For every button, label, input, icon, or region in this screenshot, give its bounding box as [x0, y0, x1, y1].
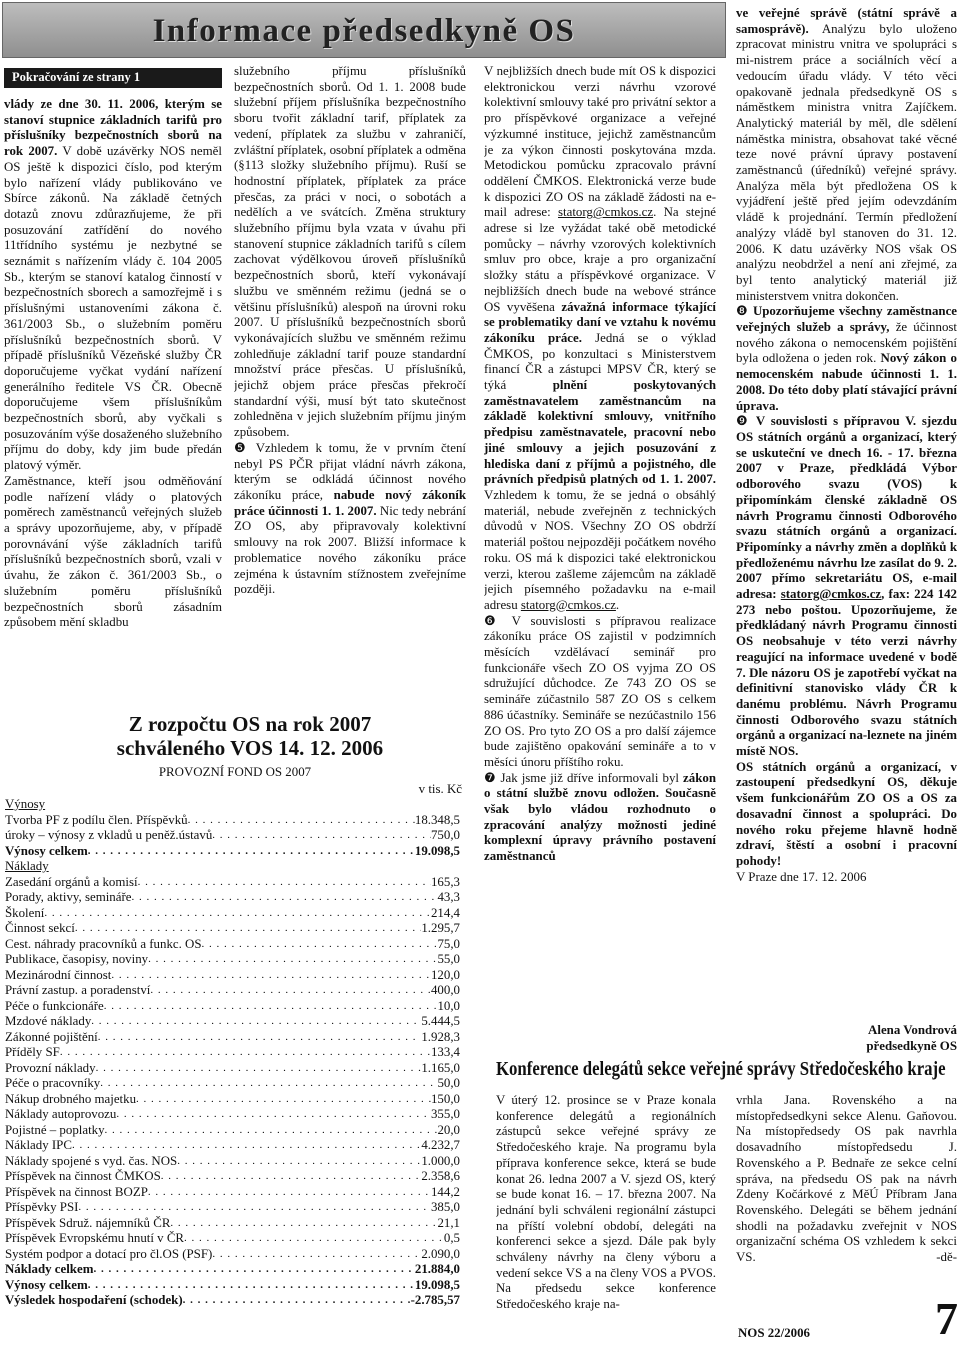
budget-row-label: Publikace, časopisy, noviny [5, 952, 149, 966]
conference-column-1: V úterý 12. prosince se v Praze konala konference delegátů a regionálních zástupců sekce veřejné správy ze Středočeského kraje. Na programu byla příprava konference sekce, která se bude konat 26. ledna 2007 a V. sjezd OS, který se bude konat 16. – 17. března 2007. Na jednání byli schváleni regionální zástupci na příští volební období, delegáti na konferenci sekce a sjezd. Dále pak byly schváleny návrhy na členy výboru a vedení sekce VS a na členy VOS a PVOS. Na předsedu sekce konference Středočeského kraje na- [496, 1093, 716, 1312]
dot-leader [212, 1247, 421, 1263]
budget-row [5, 1092, 460, 1108]
budget-row-value: 133,4 [430, 1045, 460, 1059]
budget-row [5, 1262, 460, 1278]
budget-row-label: Výnosy celkem [5, 1277, 88, 1292]
budget-row-label: Výnosy celkem [5, 843, 88, 858]
conference-text-2: vrhla Jana. Rovenského a na místopředsedkyni sekce Alenu. Gaňovou. Na místopředsedy OS pak navrhla dosavadního místopředsedu J. Rovenského a P. Bednaře ze sekce celní správa, na předsedu OS pak na návrh Zdeny Kočárkové z MěÚ Příbram Jana Rovenského. Delegáti se během jednání shodli na požadavku zveřejnit v NOS organizační schéma OS vzhledem k sekci VS. [736, 1093, 957, 1265]
dot-leader [91, 1014, 421, 1030]
budget-row-label: Příspěvek na činnost BOZP [5, 1184, 148, 1199]
budget-row [5, 999, 460, 1015]
budget-row-value: 19.098,5 [414, 1277, 460, 1292]
paragraph: ❽ Upozorňujeme všechny zaměstnance veřejných služeb a správy, že účinnost nového zákona o nemocenském pojištění byla odložena o jeden rok. Nový zákon o nemocenském nabude účinnosti 1. 1. 2008. Do této doby platí stávající právní úprava. [736, 304, 957, 413]
budget-row-value: 144,2 [430, 1184, 460, 1199]
article-column-3 [484, 64, 716, 1064]
budget-row-label: Náklady celkem [5, 1262, 94, 1276]
dot-leader [75, 921, 422, 937]
continuation-label: Pokračování ze strany 1 [4, 68, 222, 88]
budget-row-label: Provozní náklady [5, 1060, 96, 1075]
budget-row-label: Nákup drobného majetku [5, 1091, 137, 1106]
budget-row [5, 1247, 460, 1263]
dot-leader [177, 1154, 421, 1170]
budget-row-value: 2.358,6 [421, 1169, 460, 1183]
dot-leader [136, 1092, 431, 1108]
budget-row [5, 1216, 460, 1232]
budget-row-label: úroky – výnosy z vkladů u peněž.ústavů [5, 828, 213, 842]
budget-row-value: -2.785,57 [410, 1293, 460, 1307]
dot-leader [72, 1138, 421, 1154]
budget-row [5, 1200, 460, 1216]
budget-row-label: Příspěvek Sdruž. nájemníků ČR [5, 1215, 171, 1230]
budget-row-value: 50,0 [437, 1076, 460, 1090]
dot-leader [161, 1169, 422, 1185]
paragraph: Zaměstnance, kteří jsou odměňování podle nařízení vlády o platových poměrech zaměstnanců veřejných služeb a správy upozorňujeme, aby, v případě porovnávání výše základních tarifů příslušníků bezpečnostních sborů, vzali v úvahu, že zákon č. 361/2003 Sb., o služebním poměru příslušníků bezpečnostních sborů zásadním způsobem mění skladbu [4, 473, 222, 630]
page-title: Informace předsedkyně OS [152, 13, 576, 49]
budget-row-label: Výnosy [5, 797, 46, 811]
budget-row [5, 875, 460, 891]
budget-row [5, 1014, 460, 1030]
header-banner [2, 2, 726, 58]
budget-row [5, 1123, 460, 1139]
budget-row [5, 1138, 460, 1154]
budget-row-value: 43,3 [437, 890, 460, 904]
page-number: 7 [935, 1293, 958, 1344]
budget-row-value: 1.000,0 [421, 1153, 460, 1168]
budget-row-value: 2.090,0 [421, 1246, 460, 1261]
budget-row [5, 844, 460, 860]
article-column-2 [234, 64, 466, 696]
budget-subtitle: PROVOZNÍ FOND OS 2007 [158, 765, 312, 779]
budget-row [5, 1169, 460, 1185]
budget-row-value: 165,3 [430, 874, 460, 889]
budget-row-label: Tvorba PF z podílu člen. Příspěvků [5, 812, 188, 827]
budget-row [5, 1278, 460, 1294]
paragraph: ❻ V souvislosti s přípravou realizace zákoníku práce OS zajistil v podzimních měsících vzdělávací seminář pro funkcionáře všech ZO OS vyjma ZO OS sdružující důchodce. Ze 743 ZO OS se semináře zúčastnilo 587 ZO OS s celkem 886 účastníky. Semináře se nezúčastnilo 156 ZO OS. Pro tyto ZO OS a pro další zájemce bude zajištěno opakování semináře a to v měsíci únoru příštího roku. [484, 613, 716, 769]
budget-row-label: Cest. náhrady pracovníků a funkc. OS [5, 936, 202, 951]
budget-row-value: 355,0 [430, 1107, 460, 1121]
dot-leader [138, 875, 431, 891]
budget-row-label: Výsledek hospodaření (schodek) [5, 1293, 183, 1307]
conference-author: -dě- [936, 1250, 957, 1265]
budget-row-value: 214,4 [430, 905, 460, 920]
budget-unit: v tis. Kč [418, 782, 462, 796]
budget-row-label: Činnost sekcí [5, 921, 75, 935]
budget-row-label: Příspěvek na činnost ČMKOS [5, 1169, 161, 1183]
budget-row [5, 937, 460, 953]
dot-leader [188, 813, 415, 829]
paragraph: ❾ V souvislosti s přípravou V. sjezdu OS státních orgánů a organizací, který se uskuteční ve dnech 16. - 17. března 2007 v Praze, předkládá Výbor odborového svazu (VOS) k připomínkám členské základně OS návrh Programu činnosti Odborového svazu státních orgánů a organizací. Připomínky a návrhy změn a doplňků k předloženému návrhu lze zasílat do 9. 2. 2007 přímo sekretariátu OS, e-mail adresa: statorg@cmkos.cz, fax: 224 142 273 nebo poštou. Upozorňujeme, že předkládaný návrh Programu činnosti OS neobsahuje v této verzi návrhy reagující na informace uvedené v bodě 7. Dle názoru OS je zapotřebí vyčkat na definitivní stanovisko vlády ČR k danému problému. Návrh Programu činnosti Odborového svazu státních orgánů a organizací na-leznete na jiném místě NOS. [736, 414, 957, 759]
budget-row [5, 906, 460, 922]
dot-leader [78, 1200, 431, 1216]
budget-row [5, 1030, 460, 1046]
budget-title [60, 712, 440, 760]
dot-leader [116, 1107, 431, 1123]
paragraph: ve veřejné správě (státní správě a samosprávě). Analýzu bylo uloženo zpracovat ministru vnitra ve spolupráci s mi-nistrem práce a sociálních věcí a vedoucím úřadu vlády. V této věci opakovaně jednala předsedkyně OS s náměstkem ministra vnitra Zajíčkem. Analytický materiál by měl, dle sdělení náměstka ministra, obsahovat také věcné teze nové právní úpravy postavení zaměstnanců (úředníků) veřejné správy. Analýza měla být předložena OS k vyjádření ještě před jejím odevzdáním vládě k projednání. Termín předložení analýzy vládě byl stanoven do 31. 12. 2006. K datu uzávěrky NOS však OS analýzu neobdržel a není ani zřejmé, za byl tento analytický materiál již ministerstvem vnitra dokončen. [736, 6, 957, 303]
conference-title: Konference delegátů sekce veřejné správy Středočeského kraje [496, 1059, 946, 1080]
budget-title-line1: Z rozpočtu OS na rok 2007 [128, 712, 372, 736]
budget-row-label: Mzdové náklady [5, 1014, 92, 1028]
dot-leader [150, 983, 431, 999]
budget-row-value: 1.295,7 [421, 921, 460, 935]
budget-row-label: Příspěvky PSI [5, 1200, 79, 1214]
dot-leader [183, 1293, 411, 1309]
dot-leader [184, 1231, 444, 1247]
budget-row [5, 1061, 460, 1077]
dot-leader [105, 1123, 438, 1139]
budget-row-value: 120,0 [430, 967, 460, 982]
signature-name: Alena Vondrová [868, 1023, 957, 1037]
budget-table [5, 797, 460, 1309]
budget-row-value: 20,0 [437, 1122, 460, 1137]
budget-row [5, 1231, 460, 1247]
budget-row-value: 10,0 [437, 998, 460, 1013]
signature [736, 1022, 957, 1056]
budget-row [5, 1185, 460, 1201]
budget-row [5, 859, 460, 875]
budget-row-label: Zákonné pojištění [5, 1029, 98, 1044]
dot-leader [131, 890, 437, 906]
conference-column-2 [736, 1093, 957, 1281]
budget-row-value: 75,0 [437, 936, 460, 951]
budget-row-label: Příspěvek Evropskému hnutí v ČR [5, 1231, 185, 1245]
paragraph: OS státních orgánů a organizací, v zastoupení předsedkyní OS, děkuje všem funkcionářům ZO OS a OS za dosavadní činnost a spolupráci. Do nového roku přejeme hlavně hodně zdraví, štěstí a osobní i pracovní pohody! [736, 759, 957, 868]
paragraph: ❺ Vzhledem k tomu, že v prvním čtení nebyl PS PČR přijat vládní návrh zákona, kterým se odkládá účinnost nového zákoníku práce, nabude nový zákoník práce účinnosti 1. 1. 2007. Nic tedy nebrání ZO OS, aby připravovaly kolektivní smlouvy na rok 2007. Bližší informace k problematice nového zákoníku práce zejména k ústavním stížnostem zveřejníme později. [234, 440, 466, 597]
budget-row-label: Zasedání orgánů a komisí [5, 874, 138, 889]
paragraph: ❼ Jak jsme již dříve informovali byl zákon o státní službě znovu odložen. Současně však bylo vládou rozhodnuto o zpracování analýzy možnosti jediné komplexní úpravy právního postavení zaměstnanců [484, 770, 716, 864]
budget-row-value: 385,0 [430, 1200, 460, 1214]
budget-row-label: Péče o pracovníky [5, 1076, 101, 1090]
budget-row [5, 968, 460, 984]
budget-row [5, 921, 460, 937]
budget-row-label: Náklady spojené s vyd. čas. NOS [5, 1153, 178, 1168]
budget-title-line2: schváleného VOS 14. 12. 2006 [116, 736, 384, 760]
budget-row-label: Systém podpor a dotací pro čl.OS (PSF) [5, 1246, 213, 1261]
dot-leader [44, 906, 431, 922]
budget-row [5, 797, 460, 813]
budget-row-value: 1.165,0 [421, 1060, 460, 1075]
budget-row-label: Mezinárodní činnost [5, 967, 112, 982]
dot-leader [88, 844, 415, 860]
dot-leader [202, 937, 438, 953]
budget-row-label: Školení [5, 905, 45, 920]
budget-row-value: 400,0 [430, 983, 460, 997]
budget-row-label: Náklady IPC [5, 1138, 72, 1152]
article-column-4 [736, 6, 957, 1046]
budget-row [5, 952, 460, 968]
budget-row-label: Pojistné – poplatky [5, 1122, 105, 1137]
budget-row-label: Právní zastup. a poradenství [5, 983, 151, 997]
budget-row-value: 19.098,5 [414, 843, 460, 858]
budget-row-value: 0,5 [443, 1231, 460, 1245]
paragraph: V nejbližších dnech bude mít OS k dispozici elektronickou verzi návrhu vzorové kolektivní smlouvy také pro privátní sektor a pro příspěvkové organizace a veřejné výzkumné instituce, jejichž zaměstnancům je za výkon činnosti poskytována mzda. Metodickou pomůcku zpracovalo právní oddělení ČMKOS. Elektronická verze bude k dispozici ZO OS na základě žádosti na e-mail adrese: statorg@cmkos.cz. Na stejné adrese si lze vyžádat také obě metodické pomůcky – návrhy vzorových kolektivních smluv pro obce, kraje a pro organizační složky státu a příspěvkové organizace. V nejbližších dnech bude na webové stránce OS vyvěšena závažná informace týkající se problematiky daní ve vztahu k novému zákoníku práce. Jedná se o výklad ČMKOS, po konzultaci s Ministerstvem financí ČR a zástupci MPSV ČR, který se týká plnění poskytovaných zaměstnavatelem zaměstnancům na základě kolektivní smlouvy, vnitřního předpisu zaměstnavatele, pracovní nebo jiné smlouvy a jejich posuzování z hlediska daní z příjmů a pojistného, dle právních předpisů platných od 1. 1. 2007. Vzhledem k tomu, že se jedná o obsáhlý materiál, nebude zveřejněn z technických důvodů v NOS. Všechny ZO OS obdrží materiál poštou nejpozději počátkem nového roku. OS má k dispozici také elektronickou verzi, kterou zašleme zájemcům na základě jejich písemného požadavku na e-mail adresu statorg@cmkos.cz. [484, 64, 716, 612]
dot-leader [111, 968, 431, 984]
budget-row [5, 1045, 460, 1061]
budget-row [5, 1154, 460, 1170]
budget-row-label: Náklady [5, 859, 49, 873]
budget-row-value: 750,0 [430, 828, 460, 842]
dot-leader [148, 1185, 431, 1201]
dot-leader [96, 1061, 422, 1077]
dot-leader [93, 1262, 414, 1278]
budget-row-value: 18.348,5 [414, 812, 460, 827]
article-column-1 [4, 97, 222, 697]
dot-leader [88, 1278, 415, 1294]
budget-row-value: 21,1 [437, 1215, 460, 1230]
paragraph: vlády ze dne 30. 11. 2006, kterým se stanoví stupnice základních tarifů pro příslušníky bezpečnostních sborů na rok 2007. V době uzávěrky NOS neměl OS ještě k dispozici číslo, pod kterým bylo nařízení vlády publikováno ve Sbírce zákonů. Na základě četných dotazů znovu zdůrazňujeme, že při posuzování zatřídění do nového 11třídního systému je nezbytné se seznámit s nařízením vlády č. 104 2005 Sb., kterým se stanoví katalog činností v bezpečnostních sborech a samozřejmě i s příslušnými ustanoveními zákona č. 361/2003 Sb., o služebním poměru příslušníků bezpečnostních sborů. V případě příslušníků Vězeňské služby ČR doporučujeme vyčkat vydání nařízení generálního ředitele VS ČR. Obecně doporučujeme všem příslušníkům bezpečnostních sborů, aby vyčkali s posuzováním výše dosaženého služebního příjmu do doby, kdy jim bude předán platový výměr. [4, 97, 222, 473]
dot-leader [60, 1045, 431, 1061]
budget-row [5, 1107, 460, 1123]
dot-leader [98, 1030, 422, 1046]
budget-row-value: 55,0 [437, 952, 460, 966]
budget-row-value: 21.884,0 [414, 1262, 460, 1276]
dot-leader [148, 952, 437, 968]
budget-row-label: Příděly SF [5, 1045, 60, 1059]
budget-row [5, 890, 460, 906]
budget-row-value: 5.444,5 [421, 1014, 460, 1028]
budget-row-value: 1.928,3 [421, 1029, 460, 1044]
dot-leader [212, 828, 431, 844]
signature-role: předsedkyně OS [866, 1039, 957, 1053]
dot-leader [100, 1076, 437, 1092]
budget-row-value: 150,0 [430, 1091, 460, 1106]
budget-row [5, 983, 460, 999]
budget-row [5, 1293, 460, 1309]
budget-row-label: Náklady autoprovozu [5, 1107, 117, 1121]
budget-row-label: Porady, aktivy, semináře [5, 890, 132, 904]
budget-row-value: 4.232,7 [421, 1138, 460, 1152]
budget-row [5, 813, 460, 829]
budget-row-label: Péče o funkcionáře [5, 998, 104, 1013]
paragraph: V Praze dne 17. 12. 2006 [736, 869, 867, 884]
budget-row [5, 1076, 460, 1092]
dot-leader [104, 999, 438, 1015]
paragraph: služebního příjmu příslušníků bezpečnostních sborů. Od 1. 1. 2008 bude služební příjem příslušníka bezpečnostního sboru tvořit základní tarif, příplatek za vedení, příplatek za službu v zahraničí, zvláštní příplatek, osobní příplatek a odměna (§113 složky služebního příjmu). Ruší se hodnostní příplatek, příplatek za práce přesčas, za práci v noci, o sobotách a nedělích a ve svátcích. Změna struktury služebního příjmu byla vzata v úvahu při stanovení stupnice základních tarifů s cílem zachovat výdělkovou úroveň příslušníků bezpečnostních sborů, kteří vykonávají službu ve směnném režimu (jedná se o většinu příslušníků) alespoň na úrovni roku 2007. U příslušníků bezpečnostních sborů vykonávajících službu ve směnném režimu zohledňuje základní tarif pouze standardní množství práce přesčas. U příslušníků, jejichž objem práce přesčas překročí standardní výši, musí být tato skutečnost zohledněna v jejich služebním příjmu jiným způsobem. [234, 64, 466, 440]
dot-leader [170, 1216, 437, 1232]
issue-label: NOS 22/2006 [738, 1326, 810, 1340]
budget-row [5, 828, 460, 844]
